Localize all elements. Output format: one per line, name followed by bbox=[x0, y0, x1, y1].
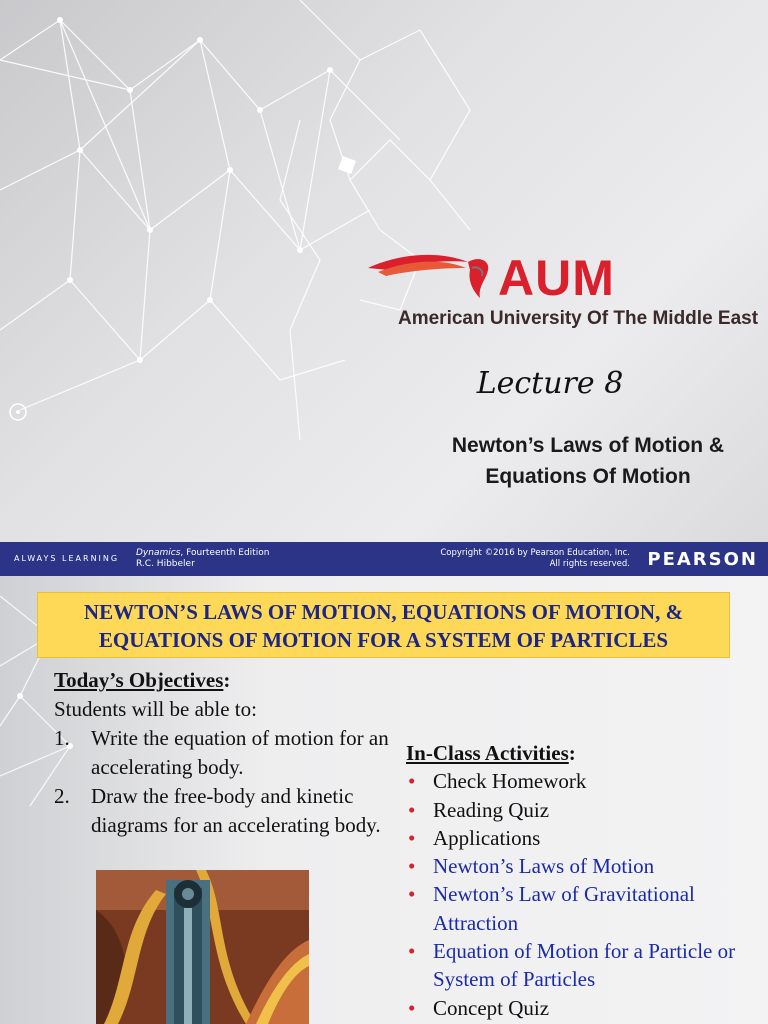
bullet-icon: • bbox=[408, 854, 416, 879]
activities-heading: In-Class Activities: bbox=[406, 741, 576, 765]
objectives-heading: Today’s Objectives: bbox=[54, 668, 231, 692]
slide-title-banner bbox=[37, 592, 730, 658]
list-item: • Concept Quiz bbox=[406, 994, 746, 1022]
footer-copyright bbox=[440, 548, 630, 570]
bullet-icon: • bbox=[408, 882, 416, 907]
list-item: • Applications bbox=[406, 824, 746, 852]
book-author: R.C. Hibbeler bbox=[136, 559, 195, 569]
list-item: • Newton’s Law of Gravitational Attraction bbox=[408, 882, 695, 935]
footer-bar bbox=[0, 542, 768, 576]
bullet-icon: • bbox=[408, 995, 416, 1020]
bullet-icon: • bbox=[408, 939, 416, 964]
publisher-logo: PEARSON bbox=[647, 549, 758, 570]
objectives-slide bbox=[0, 576, 768, 1024]
aum-logo bbox=[368, 246, 768, 336]
book-title: Dynamics bbox=[136, 548, 181, 558]
list-item: • Newton’s Laws of Motion bbox=[406, 852, 746, 880]
list-item: 1. Write the equation of motion for an accelerating body. bbox=[54, 726, 389, 779]
bullet-icon: • bbox=[408, 769, 416, 794]
banner-line-2: EQUATIONS OF MOTION FOR A SYSTEM OF PARTICLES bbox=[98, 628, 669, 652]
objectives-list bbox=[54, 724, 394, 840]
subtitle-line-2: Equations Of Motion bbox=[485, 465, 691, 488]
list-item: • Equation of Motion for a Particle or System of Particles bbox=[408, 939, 736, 992]
subtitle-line-1: Newton’s Laws of Motion & bbox=[451, 434, 725, 457]
logo-name: AUM bbox=[498, 250, 615, 306]
footer-book bbox=[136, 548, 269, 570]
banner-line-1: NEWTON’S LAWS OF MOTION, EQUATIONS OF MOTION, & bbox=[83, 600, 684, 624]
copyright-line-2: All rights reserved. bbox=[549, 559, 630, 569]
copyright-line-1: Copyright ©2016 by Pearson Education, Inc. bbox=[440, 548, 630, 558]
phoenix-icon bbox=[368, 246, 498, 306]
book-edition: , Fourteenth Edition bbox=[180, 548, 270, 558]
lecture-title: Lecture 8 bbox=[476, 366, 624, 401]
activities-section bbox=[406, 739, 746, 1022]
footer-brand: ALWAYS LEARNING bbox=[14, 554, 120, 563]
objectives-intro: Students will be able to: bbox=[54, 697, 257, 721]
objectives-section bbox=[54, 666, 394, 840]
bullet-icon: • bbox=[408, 825, 416, 850]
university-name: American University Of The Middle East bbox=[398, 308, 759, 329]
lecture-subtitle bbox=[408, 430, 768, 492]
list-item: • Check Homework bbox=[406, 767, 746, 795]
list-item: 2. Draw the free-body and kinetic diagrams for an accelerating body. bbox=[54, 784, 381, 837]
conveyor-photo bbox=[96, 870, 309, 1024]
activities-list bbox=[406, 767, 746, 1022]
bullet-icon: • bbox=[408, 797, 416, 822]
list-item: • Reading Quiz bbox=[406, 796, 746, 824]
